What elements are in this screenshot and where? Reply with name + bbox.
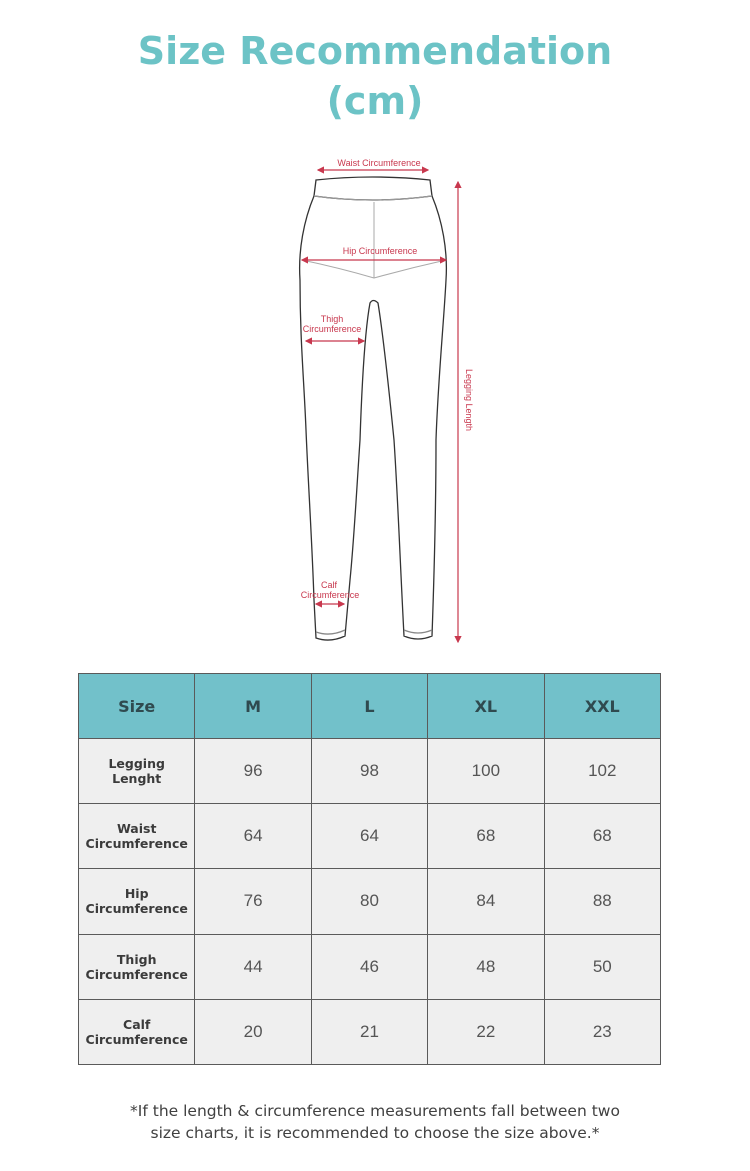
footnote-line-2: size charts, it is recommended to choose the size above.* <box>150 1124 600 1142</box>
table-cell: 64 <box>195 804 311 869</box>
row-label: Thigh Circumference <box>79 934 195 999</box>
table-cell: 100 <box>428 739 544 804</box>
table-cell: 22 <box>428 999 544 1064</box>
table-row <box>79 804 661 869</box>
table-cell: 48 <box>428 934 544 999</box>
table-row <box>79 934 661 999</box>
page-title-line-1: Size Recommendation <box>137 29 613 73</box>
hip-label: Hip Circumference <box>342 246 418 256</box>
waist-label: Waist Circumference <box>337 158 421 168</box>
footnote <box>0 1100 750 1144</box>
header-size: Size <box>79 674 195 739</box>
table-cell: 76 <box>195 869 311 934</box>
size-table <box>78 673 661 1065</box>
row-label: Calf Circumference <box>79 999 195 1064</box>
table-cell: 64 <box>311 804 427 869</box>
legging-diagram <box>0 140 750 660</box>
table-cell: 102 <box>544 739 660 804</box>
table-cell: 84 <box>428 869 544 934</box>
table-cell: 23 <box>544 999 660 1064</box>
header-xxl: XXL <box>544 674 660 739</box>
table-cell: 44 <box>195 934 311 999</box>
page-title <box>0 26 750 126</box>
page-title-line-2: (cm) <box>326 79 424 123</box>
length-label: Legging Length <box>464 368 474 432</box>
table-header-row <box>79 674 661 739</box>
table-cell: 80 <box>311 869 427 934</box>
row-label: Hip Circumference <box>79 869 195 934</box>
calf-label-1: Calf <box>320 580 338 590</box>
row-label: Legging Lenght <box>79 739 195 804</box>
table-cell: 98 <box>311 739 427 804</box>
footnote-line-1: *If the length & circumference measurements fall between two <box>130 1102 620 1120</box>
table-row <box>79 739 661 804</box>
table-cell: 20 <box>195 999 311 1064</box>
calf-label-2: Circumference <box>300 590 360 600</box>
table-cell: 68 <box>428 804 544 869</box>
table-cell: 88 <box>544 869 660 934</box>
table-cell: 68 <box>544 804 660 869</box>
thigh-label-2: Circumference <box>302 324 362 334</box>
table-cell: 50 <box>544 934 660 999</box>
header-m: M <box>195 674 311 739</box>
table-cell: 46 <box>311 934 427 999</box>
header-l: L <box>311 674 427 739</box>
thigh-label-1: Thigh <box>320 314 344 324</box>
table-cell: 96 <box>195 739 311 804</box>
header-xl: XL <box>428 674 544 739</box>
table-row <box>79 999 661 1064</box>
table-cell: 21 <box>311 999 427 1064</box>
table-row <box>79 869 661 934</box>
row-label: Waist Circumference <box>79 804 195 869</box>
